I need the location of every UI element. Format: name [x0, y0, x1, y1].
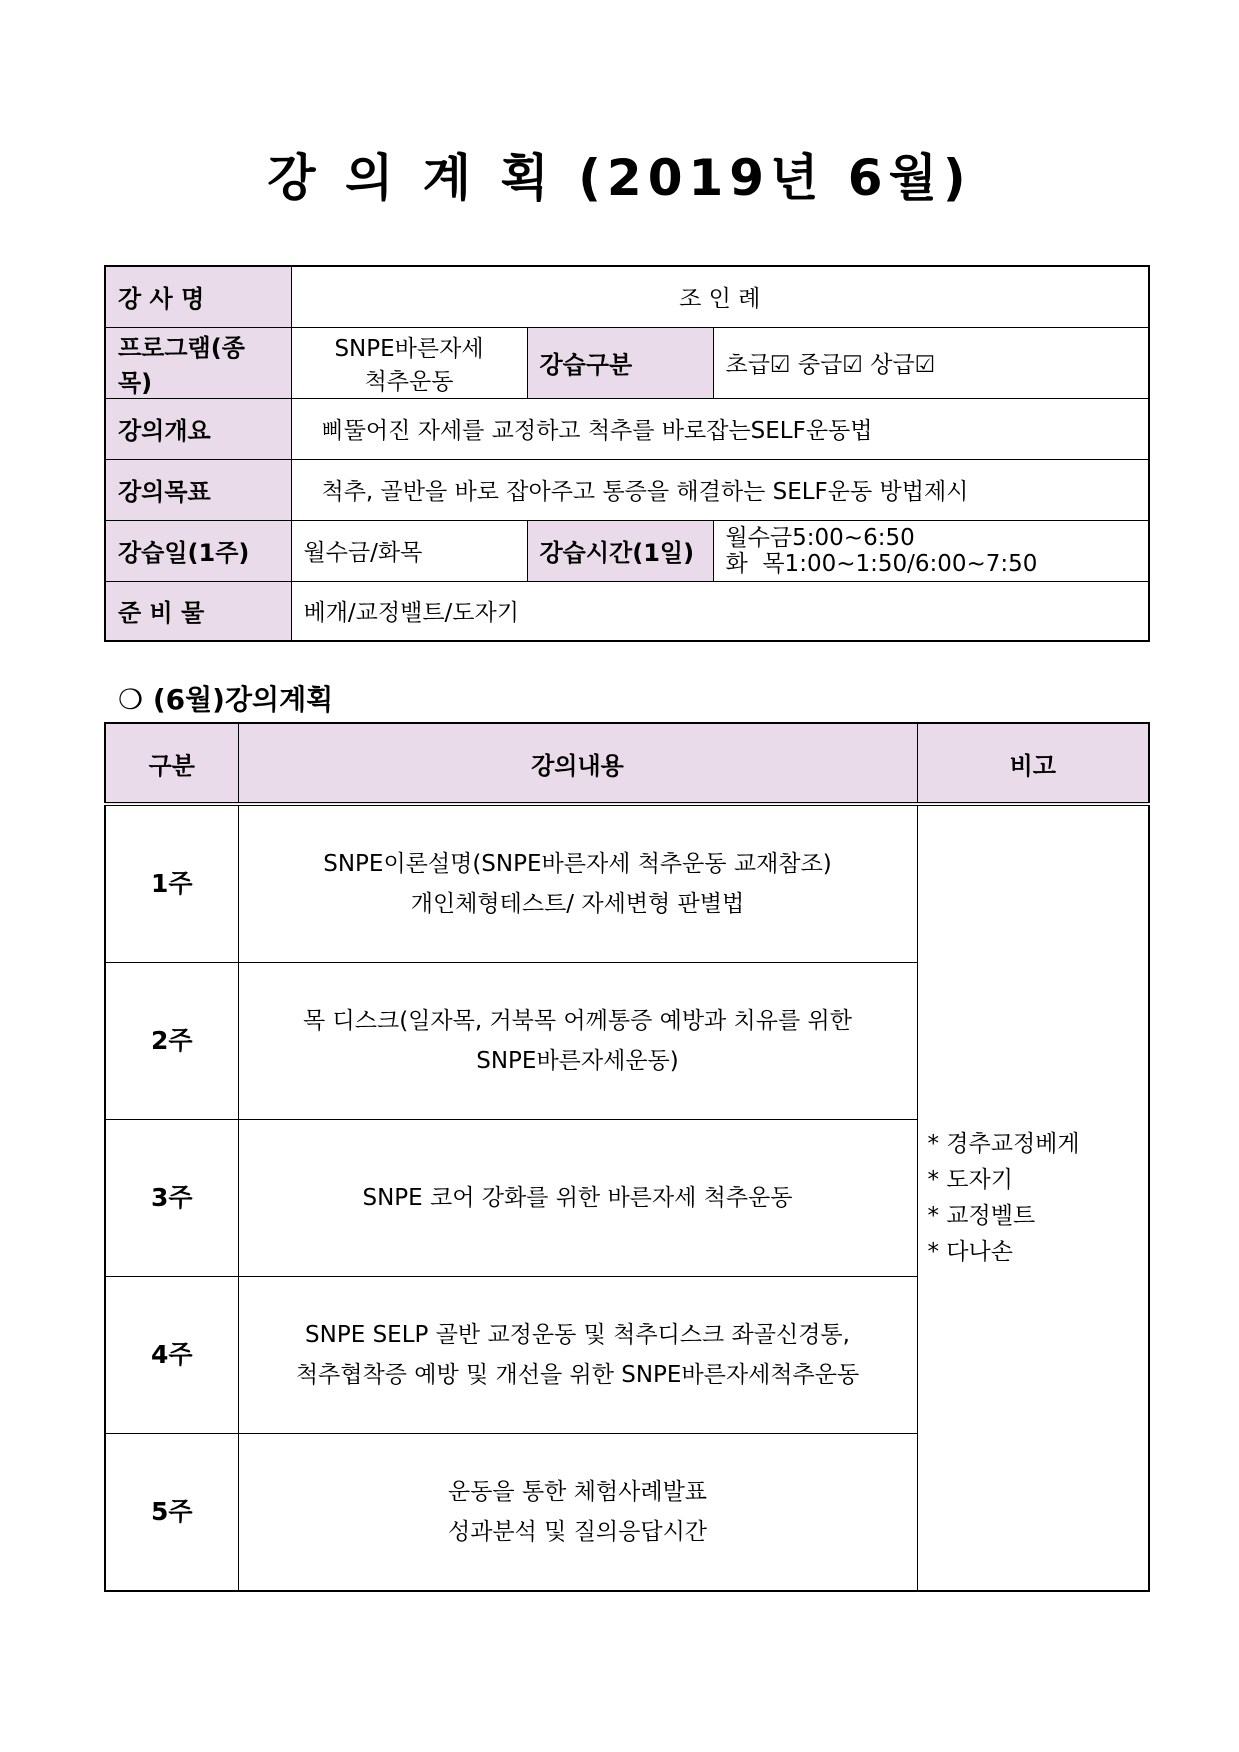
info-row-schedule	[105, 520, 1149, 581]
week-content	[238, 1434, 917, 1592]
week-label: 5주	[105, 1434, 238, 1592]
content-line: 성과분석 및 질의응답시간	[447, 1519, 708, 1545]
header-division: 구분	[105, 723, 238, 804]
materials-label: 준 비 물	[105, 581, 291, 641]
week-content	[238, 963, 917, 1120]
remark-item: * 경추교정베게	[927, 1131, 1080, 1157]
time-value-line2: 화 목1:00~1:50/6:00~7:50	[725, 550, 1038, 577]
content-line: 목 디스크(일자목, 거북목 어께통증 예방과 치유를 위한	[303, 1008, 852, 1034]
time-value	[713, 520, 1149, 581]
week-content	[238, 804, 917, 963]
plan-header-row	[105, 723, 1149, 804]
week-label: 3주	[105, 1120, 238, 1277]
time-value-line1: 월수금5:00~6:50	[725, 524, 915, 551]
header-remarks: 비고	[917, 723, 1149, 804]
info-row-program	[105, 327, 1149, 398]
content-line: SNPE바른자세운동)	[476, 1048, 679, 1074]
remarks-cell	[917, 804, 1149, 1591]
table-row	[105, 804, 1149, 963]
info-row-goal	[105, 459, 1149, 520]
overview-value: 삐뚤어진 자세를 교정하고 척추를 바로잡는SELF운동법	[291, 398, 1149, 459]
program-value-line1: SNPE바른자세	[334, 335, 484, 362]
info-row-materials	[105, 581, 1149, 641]
page-title: 강 의 계 획 (2019년 6월)	[267, 149, 972, 207]
section-title: ❍ (6월)강의계획	[118, 683, 334, 716]
week-label: 4주	[105, 1277, 238, 1434]
program-label: 프로그램(종목)	[105, 327, 291, 398]
time-label: 강습시간(1일)	[527, 520, 713, 581]
info-row-overview	[105, 398, 1149, 459]
remark-item: * 교정벨트	[927, 1203, 1036, 1229]
week-content	[238, 1120, 917, 1277]
program-value	[291, 327, 527, 398]
remark-item: * 도자기	[927, 1167, 1013, 1193]
week-label: 2주	[105, 963, 238, 1120]
content-line: 척추협착증 예방 및 개선을 위한 SNPE바른자세척추운동	[295, 1362, 860, 1388]
week-content	[238, 1277, 917, 1434]
plan-table	[104, 722, 1150, 1592]
week-label: 1주	[105, 804, 238, 963]
instructor-label: 강 사 명	[105, 266, 291, 327]
level-label: 강습구분	[527, 327, 713, 398]
program-value-line2: 척추운동	[364, 368, 454, 395]
info-table	[104, 265, 1150, 642]
remark-item: * 다나손	[927, 1239, 1013, 1265]
instructor-value: 조 인 례	[291, 266, 1149, 327]
header-content: 강의내용	[238, 723, 917, 804]
level-value: 초급☑ 중급☑ 상급☑	[713, 327, 1149, 398]
content-line: 개인체형테스트/ 자세변형 판별법	[410, 891, 745, 917]
info-row-instructor	[105, 266, 1149, 327]
materials-value: 베개/교정밸트/도자기	[291, 581, 1149, 641]
content-line: 운동을 통한 체험사례발표	[447, 1479, 708, 1505]
goal-label: 강의목표	[105, 459, 291, 520]
days-value: 월수금/화목	[291, 520, 527, 581]
overview-label: 강의개요	[105, 398, 291, 459]
goal-value: 척추, 골반을 바로 잡아주고 통증을 해결하는 SELF운동 방법제시	[291, 459, 1149, 520]
content-line: SNPE 코어 강화를 위한 바른자세 척추운동	[362, 1185, 793, 1211]
days-label: 강습일(1주)	[105, 520, 291, 581]
content-line: SNPE이론설명(SNPE바른자세 척추운동 교재참조)	[323, 851, 832, 877]
content-line: SNPE SELP 골반 교정운동 및 척추디스크 좌골신경통,	[305, 1322, 850, 1348]
